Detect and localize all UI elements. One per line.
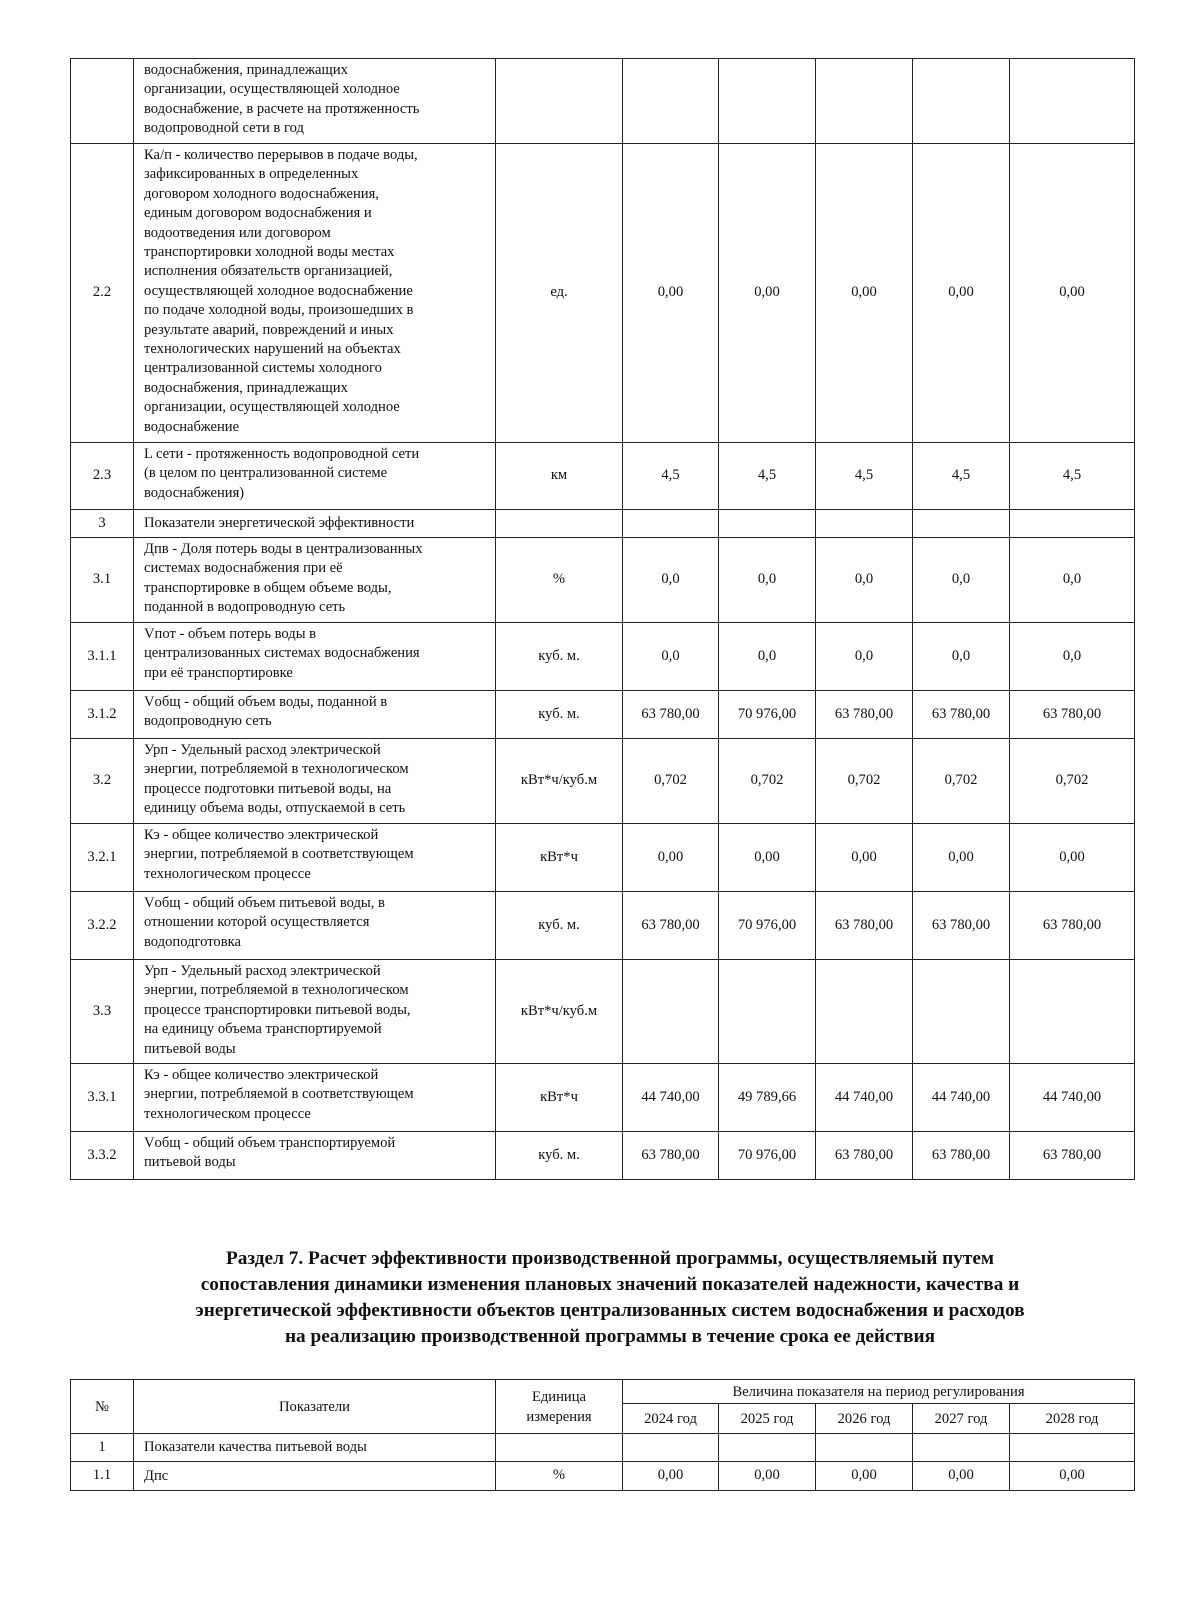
table-row [71,59,1135,144]
description-line: Vобщ - общий объем воды, поданной в [144,694,388,710]
description-line: водоснабжения, принадлежащих [144,62,348,78]
row-value: 44 740,00 [623,1064,719,1132]
row-number: 3.2 [71,739,134,824]
row-description [134,1064,496,1132]
row-value: 0,0 [623,623,719,691]
row-description [134,691,496,739]
table-row [71,691,1135,739]
row-unit [496,59,623,144]
description-line: осуществляющей холодное водоснабжение [144,282,413,299]
description-line: энергии, потребляемой в соответствующем [144,1086,414,1103]
row-unit: % [496,1462,623,1491]
description-line: на единицу объема транспортируемой [144,1021,382,1038]
row-value: 0,00 [816,824,913,892]
row-value: 0,00 [1010,1462,1135,1491]
row-value: 63 780,00 [1010,892,1135,960]
description-line: Показатели энергетической эффективности [144,515,415,532]
row-number: 2.2 [71,144,134,443]
row-value [623,510,719,538]
description-line: централизованных системах водоснабжения [144,645,420,662]
row-unit: кВт*ч/куб.м [496,960,623,1064]
row-value: 63 780,00 [623,892,719,960]
description-line: водоотведения или договором [144,224,331,241]
row-value [913,1434,1010,1462]
row-value [913,59,1010,144]
description-line: результате аварий, повреждений и иных [144,321,394,338]
row-value: 0,0 [816,623,913,691]
row-value: 0,0 [1010,538,1135,623]
description-line: питьевой воды [144,1040,236,1057]
description-line: исполнения обязательств организацией, [144,263,393,280]
row-value: 0,00 [1010,144,1135,443]
description-line: Vобщ - общий объем транспортируемой [144,1135,396,1151]
row-value: 70 976,00 [719,892,816,960]
row-number: 3.3.2 [71,1132,134,1180]
row-value: 0,0 [623,538,719,623]
row-value: 0,0 [913,623,1010,691]
description-line: технологическом процессе [144,1105,311,1122]
row-value [816,960,913,1064]
row-number: 3.3.1 [71,1064,134,1132]
row-value: 0,702 [913,739,1010,824]
row-value: 63 780,00 [623,1132,719,1180]
heading-line: Раздел 7. Расчет эффективности производственной программы, осуществляемый путем [225,1248,995,1269]
row-value: 63 780,00 [623,691,719,739]
row-value: 44 740,00 [816,1064,913,1132]
description-line: энергии, потребляемой в соответствующем [144,846,414,863]
header-unit-line2: измерения [526,1408,592,1425]
description-line: питьевой воды [144,1154,236,1171]
row-number: 1 [71,1434,134,1462]
row-value: 0,00 [816,144,913,443]
table-row [71,824,1135,892]
row-value: 0,702 [623,739,719,824]
description-line: Ка/п - количество перерывов в подаче воды, [144,147,418,163]
row-value: 63 780,00 [816,691,913,739]
row-value [1010,59,1135,144]
row-number [71,59,134,144]
row-value: 0,0 [913,538,1010,623]
row-number: 3.1 [71,538,134,623]
row-value: 0,0 [719,623,816,691]
table-row [71,538,1135,623]
row-value: 0,00 [719,824,816,892]
row-description [134,144,496,443]
row-value: 44 740,00 [913,1064,1010,1132]
row-value [1010,960,1135,1064]
row-value: 0,0 [1010,623,1135,691]
row-value: 4,5 [719,443,816,510]
row-description [134,443,496,510]
row-unit: ед. [496,144,623,443]
description-line: единым договором водоснабжения и [144,205,372,222]
row-value [1010,1434,1135,1462]
indicators-table-continued [70,58,1135,1180]
row-unit: кВт*ч [496,1064,623,1132]
table-row [71,1132,1135,1180]
row-unit [496,1434,623,1462]
indicators-table-body [71,59,1135,1180]
row-unit: км [496,443,623,510]
row-description [134,739,496,824]
table-row [71,892,1135,960]
table-row [71,623,1135,691]
row-value: 63 780,00 [1010,691,1135,739]
description-line: централизованной системы холодного [144,360,382,377]
row-value: 0,00 [719,144,816,443]
heading-line: на реализацию производственной программы в течение срока ее действия [284,1326,936,1347]
description-line: Кэ - общее количество электрической [144,827,379,843]
header-year: 2028 год [1010,1404,1135,1434]
table-row [71,1462,1135,1491]
row-value: 63 780,00 [913,691,1010,739]
row-value: 0,00 [623,144,719,443]
description-line: Урп - Удельный расход электрической [144,963,381,979]
row-value: 0,00 [913,824,1010,892]
row-value: 0,00 [719,1462,816,1491]
description-line: Кэ - общее количество электрической [144,1067,379,1083]
row-value: 70 976,00 [719,1132,816,1180]
header-year: 2024 год [623,1404,719,1434]
row-description [134,623,496,691]
description-line: Урп - Удельный расход электрической [144,742,381,758]
row-value [623,59,719,144]
header-row [71,1380,1135,1404]
description-line: технологических нарушений на объектах [144,341,401,358]
row-number: 3.1.1 [71,623,134,691]
section-7-heading [80,1246,1140,1350]
table-row [71,510,1135,538]
table-row [71,1434,1135,1462]
row-value: 63 780,00 [913,892,1010,960]
row-description [134,892,496,960]
row-value [719,510,816,538]
row-value: 4,5 [623,443,719,510]
description-line: водопроводную сеть [144,713,272,730]
table-row [71,960,1135,1064]
table-row [71,1064,1135,1132]
row-value: 0,00 [816,1462,913,1491]
description-line: водоснабжение [144,418,240,435]
row-value: 0,702 [1010,739,1135,824]
row-description: Показатели качества питьевой воды [134,1434,496,1462]
row-value [623,960,719,1064]
row-unit: куб. м. [496,1132,623,1180]
description-line: L сети - протяженность водопроводной сети [144,446,420,462]
description-line: (в целом по централизованной системе [144,465,388,482]
description-line: водопроводной сети в год [144,120,304,137]
description-line: организации, осуществляющей холодное [144,399,400,416]
row-value [719,59,816,144]
row-unit: кВт*ч [496,824,623,892]
row-number: 3.2.1 [71,824,134,892]
row-number: 3.2.2 [71,892,134,960]
description-line: процессе подготовки питьевой воды, на [144,780,392,797]
row-value: 0,00 [623,824,719,892]
description-line: транспортировки холодной воды местах [144,244,395,261]
row-value: 4,5 [913,443,1010,510]
header-num: № [71,1380,134,1434]
row-number: 3.3 [71,960,134,1064]
description-line: по подаче холодной воды, произошедших в [144,302,414,319]
row-value: 63 780,00 [816,1132,913,1180]
description-line: системах водоснабжения при её [144,560,343,577]
row-value: 63 780,00 [913,1132,1010,1180]
row-value: 70 976,00 [719,691,816,739]
row-description [134,960,496,1064]
header-period: Величина показателя на период регулирования [623,1380,1135,1404]
row-unit: куб. м. [496,691,623,739]
row-value [913,510,1010,538]
row-value: 4,5 [816,443,913,510]
description-line: поданной в водопроводную сеть [144,599,346,616]
header-year: 2027 год [913,1404,1010,1434]
row-value [816,1434,913,1462]
row-value: 0,702 [816,739,913,824]
row-description [134,824,496,892]
row-number: 3.1.2 [71,691,134,739]
row-description [134,538,496,623]
row-value: 0,0 [719,538,816,623]
header-indicators: Показатели [134,1380,496,1434]
row-unit: куб. м. [496,623,623,691]
row-unit: % [496,538,623,623]
description-line: зафиксированных в определенных [144,166,359,183]
description-line: договором холодного водоснабжения, [144,185,379,202]
row-value: 0,00 [623,1462,719,1491]
row-value [816,510,913,538]
row-value: 0,00 [1010,824,1135,892]
row-number: 2.3 [71,443,134,510]
description-line: Vпот - объем потерь воды в [144,626,317,642]
description-line: Дпв - Доля потерь воды в централизованных [144,541,423,557]
row-value: 0,00 [913,1462,1010,1491]
row-value: 44 740,00 [1010,1064,1135,1132]
description-line: отношении которой осуществляется [144,914,370,931]
row-unit: кВт*ч/куб.м [496,739,623,824]
row-value: 4,5 [1010,443,1135,510]
description-line: водоснабжение, в расчете на протяженность [144,100,420,117]
header-unit [496,1380,623,1434]
row-value: 63 780,00 [1010,1132,1135,1180]
row-unit: куб. м. [496,892,623,960]
row-unit [496,510,623,538]
row-number: 3 [71,510,134,538]
row-value: 0,00 [913,144,1010,443]
row-value [816,59,913,144]
table-row [71,443,1135,510]
description-line: водоподготовка [144,933,241,950]
description-line: технологическом процессе [144,865,311,882]
row-value [1010,510,1135,538]
description-line: транспортировке в общем объеме воды, [144,579,392,596]
row-description [134,59,496,144]
row-description [134,510,496,538]
row-number: 1.1 [71,1462,134,1491]
row-value: 49 789,66 [719,1064,816,1132]
description-line: единицу объема воды, отпускаемой в сеть [144,800,406,817]
header-unit-line1: Единица [531,1388,587,1405]
description-line: энергии, потребляемой в технологическом [144,761,409,778]
efficiency-table [70,1379,1135,1491]
row-value: 0,0 [816,538,913,623]
row-value [719,960,816,1064]
row-value [913,960,1010,1064]
table-row [71,144,1135,443]
description-line: организации, осуществляющей холодное [144,81,400,98]
row-value: 0,702 [719,739,816,824]
row-value: 63 780,00 [816,892,913,960]
description-line: водоснабжения) [144,484,245,501]
header-year: 2026 год [816,1404,913,1434]
description-line: при её транспортировке [144,664,293,681]
efficiency-table-body [71,1434,1135,1491]
row-description [134,1132,496,1180]
header-year: 2025 год [719,1404,816,1434]
description-line: энергии, потребляемой в технологическом [144,982,409,999]
table-row [71,739,1135,824]
description-line: Vобщ - общий объем питьевой воды, в [144,895,385,911]
row-description: Дпс [134,1462,496,1491]
description-line: водоснабжения, принадлежащих [144,379,348,396]
row-value [623,1434,719,1462]
description-line: процессе транспортировки питьевой воды, [144,1001,411,1018]
row-value [719,1434,816,1462]
heading-line: сопоставления динамики изменения плановых значений показателей надежности, качества и [200,1274,1020,1295]
heading-line: энергетической эффективности объектов централизованных систем водоснабжения и расходов [195,1300,1025,1321]
